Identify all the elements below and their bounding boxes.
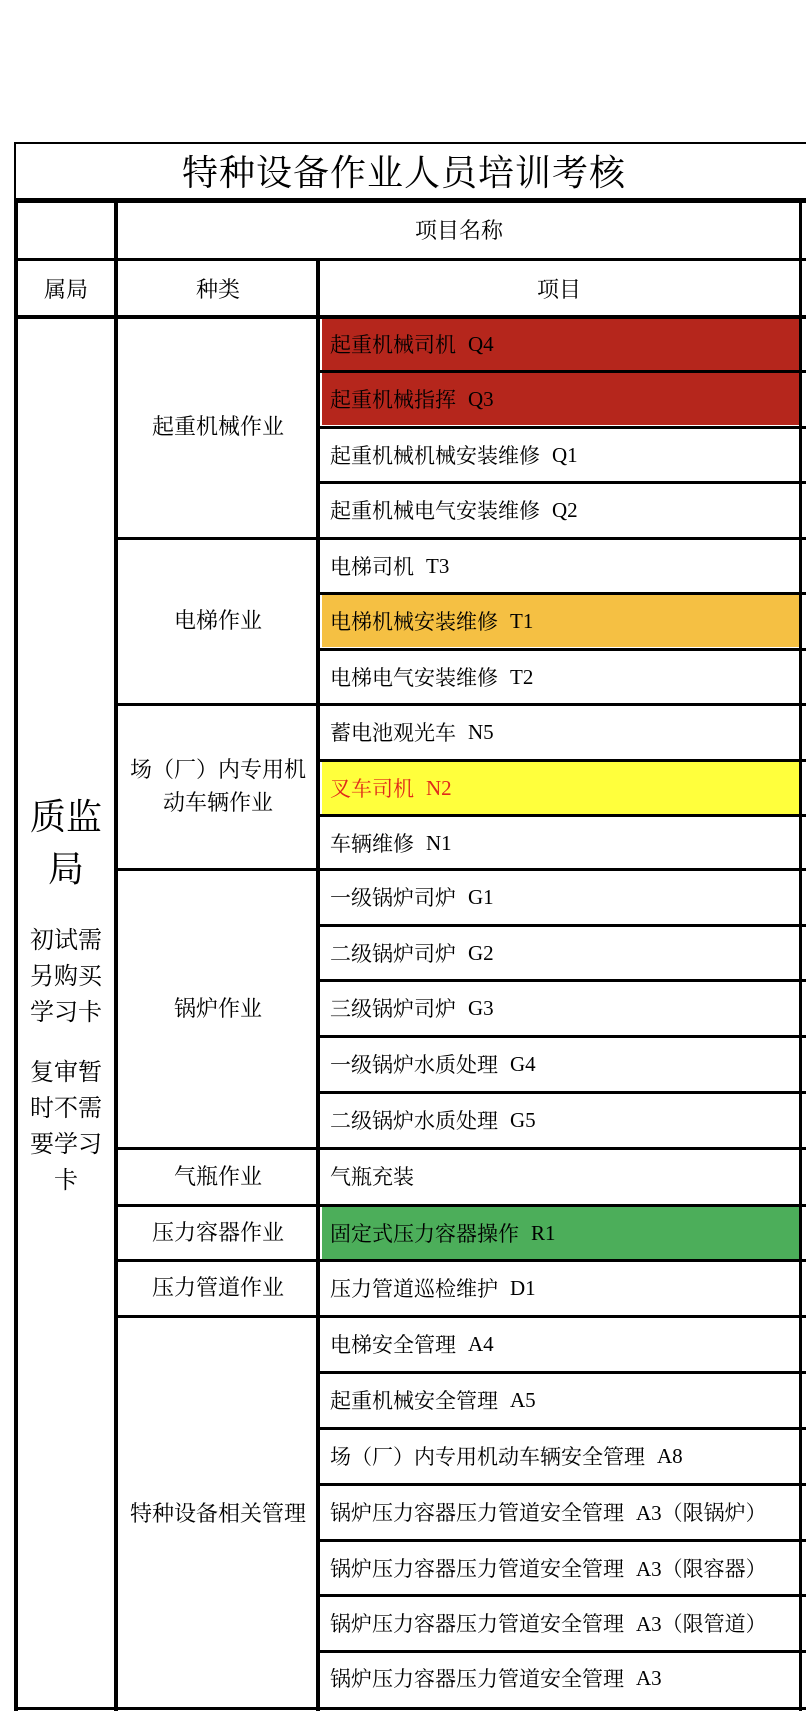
item-name: 叉车司机 <box>330 777 414 801</box>
item-row <box>322 429 802 481</box>
grid-hline <box>316 1035 806 1038</box>
item-row <box>322 595 802 647</box>
item-name: 起重机械安全管理 <box>330 1389 498 1413</box>
item-code: Q4 <box>468 331 494 356</box>
item-code: G3 <box>468 995 494 1020</box>
item-name: 二级锅炉司炉 <box>330 942 456 966</box>
item-name: 锅炉压力容器压力管道安全管理 <box>330 1557 624 1581</box>
item-row <box>322 1150 802 1202</box>
item-code: T1 <box>510 608 534 633</box>
item-code: G5 <box>510 1107 536 1132</box>
item-name: 压力管道巡检维护 <box>330 1277 498 1301</box>
grid-hline <box>316 979 806 982</box>
item-code: N2 <box>426 775 452 800</box>
item-code: A8 <box>657 1443 683 1468</box>
item-name: 起重机械机械安装维修 <box>330 444 540 468</box>
item-code: G2 <box>468 940 494 965</box>
item-row <box>322 706 802 758</box>
item-name: 锅炉压力容器压力管道安全管理 <box>330 1501 624 1525</box>
grid-hline <box>316 426 806 429</box>
item-row <box>322 540 802 592</box>
item-code: A3（限管道） <box>636 1612 767 1636</box>
category-crane: 起重机械作业 <box>151 415 284 440</box>
item-name: 电梯司机 <box>330 555 414 579</box>
item-row <box>322 1653 802 1703</box>
item-name: 三级锅炉司炉 <box>330 997 456 1021</box>
grid-hline <box>316 1650 806 1653</box>
category-vehicle: 场（厂）内专用机 动车辆作业 <box>129 758 306 816</box>
item-name: 一级锅炉司炉 <box>330 886 456 910</box>
category-pressure-pipe: 压力管道作业 <box>151 1276 284 1301</box>
header-bureau: 属局 <box>43 277 88 303</box>
item-name: 一级锅炉水质处理 <box>330 1053 498 1077</box>
category-management: 特种设备相关管理 <box>129 1502 306 1527</box>
grid-vline <box>316 258 320 1711</box>
grid-hline <box>14 1707 806 1710</box>
item-code: N1 <box>426 830 452 855</box>
item-code: N5 <box>468 719 494 744</box>
header-category: 种类 <box>195 277 240 303</box>
grid-hline <box>316 703 806 706</box>
item-row <box>322 817 802 869</box>
page-title: 特种设备作业人员培训考核 <box>181 152 626 194</box>
category-boiler: 锅炉作业 <box>173 996 262 1022</box>
item-code: A3 <box>636 1665 662 1690</box>
grid-hline <box>316 1483 806 1486</box>
grid-hline <box>316 648 806 651</box>
grid-hline <box>316 1259 806 1262</box>
category-pressure-vessel: 压力容器作业 <box>151 1220 284 1246</box>
item-code: Q3 <box>468 386 494 411</box>
item-row <box>322 1597 802 1649</box>
grid-hline <box>316 924 806 927</box>
item-code: D1 <box>510 1275 536 1300</box>
grid-hline <box>316 1539 806 1542</box>
item-name: 电梯安全管理 <box>330 1333 456 1357</box>
grid-hline <box>316 1204 806 1207</box>
grid-hline <box>316 759 806 762</box>
item-code: Q2 <box>552 497 578 522</box>
item-row <box>322 1318 802 1370</box>
category-gas-cylinder: 气瓶作业 <box>173 1164 262 1190</box>
item-row <box>322 484 802 536</box>
item-row <box>322 1207 802 1259</box>
grid-hline <box>14 258 806 261</box>
bureau-note-initial: 初试需 另购买 学习卡 <box>30 926 102 1027</box>
grid-hline <box>316 1371 806 1374</box>
category-elevator: 电梯作业 <box>173 609 262 634</box>
grid-vline <box>114 198 118 1711</box>
item-name: 固定式压力容器操作 <box>330 1222 519 1246</box>
grid-hline <box>14 198 806 203</box>
item-name: 起重机械司机 <box>330 333 456 357</box>
grid-hline <box>316 370 806 373</box>
item-row <box>322 1374 802 1426</box>
item-code: A5 <box>510 1387 536 1412</box>
grid-hline <box>316 1594 806 1597</box>
item-row <box>322 1038 802 1090</box>
grid-hline <box>316 1427 806 1430</box>
item-name: 蓄电池观光车 <box>330 721 456 745</box>
item-row <box>322 1542 802 1594</box>
item-name: 二级锅炉水质处理 <box>330 1109 498 1133</box>
item-row <box>322 373 802 425</box>
item-row <box>322 982 802 1034</box>
grid-hline <box>316 1091 806 1094</box>
item-code: R1 <box>531 1220 556 1245</box>
item-code: A3（限锅炉） <box>636 1501 767 1525</box>
item-code: A4 <box>468 1331 494 1356</box>
item-code: G4 <box>510 1051 536 1076</box>
item-row <box>322 1486 802 1538</box>
item-name: 电梯机械安装维修 <box>330 610 498 634</box>
bureau-name-line2: 局 <box>47 849 84 891</box>
bureau-name-line1: 质监 <box>29 797 102 838</box>
item-row <box>322 762 802 814</box>
item-row <box>322 1094 802 1146</box>
item-code: T3 <box>426 553 450 578</box>
grid-vline <box>14 198 18 1711</box>
item-row <box>322 651 802 703</box>
bureau-cell <box>16 318 116 1711</box>
item-name: 锅炉压力容器压力管道安全管理 <box>330 1612 624 1636</box>
header-project-name: 项目名称 <box>414 218 503 244</box>
item-code: T2 <box>510 664 534 689</box>
grid-hline <box>316 537 806 540</box>
item-row <box>322 1430 802 1482</box>
item-row <box>322 871 802 923</box>
item-name: 场（厂）内专用机动车辆安全管理 <box>330 1445 645 1469</box>
item-code: A3（限容器） <box>636 1557 767 1581</box>
bureau-note-review: 复审暂 时不需 要学习 卡 <box>30 1058 102 1195</box>
item-row <box>322 1262 802 1314</box>
header-item: 项目 <box>536 277 581 303</box>
item-name: 锅炉压力容器压力管道安全管理 <box>330 1667 624 1691</box>
item-name: 车辆维修 <box>330 832 414 856</box>
grid-hline <box>316 481 806 484</box>
grid-hline <box>316 1147 806 1150</box>
item-name: 气瓶充装 <box>330 1165 414 1189</box>
item-name: 电梯电气安装维修 <box>330 666 498 690</box>
item-row <box>322 318 802 370</box>
grid-hline <box>316 1315 806 1318</box>
item-code: Q1 <box>552 442 578 467</box>
grid-hline <box>14 315 806 319</box>
grid-hline <box>316 592 806 595</box>
grid-hline <box>316 814 806 817</box>
grid-hline <box>316 868 806 871</box>
item-code: G1 <box>468 884 494 909</box>
item-row <box>322 927 802 979</box>
item-name: 起重机械电气安装维修 <box>330 499 540 523</box>
item-name: 起重机械指挥 <box>330 388 456 412</box>
